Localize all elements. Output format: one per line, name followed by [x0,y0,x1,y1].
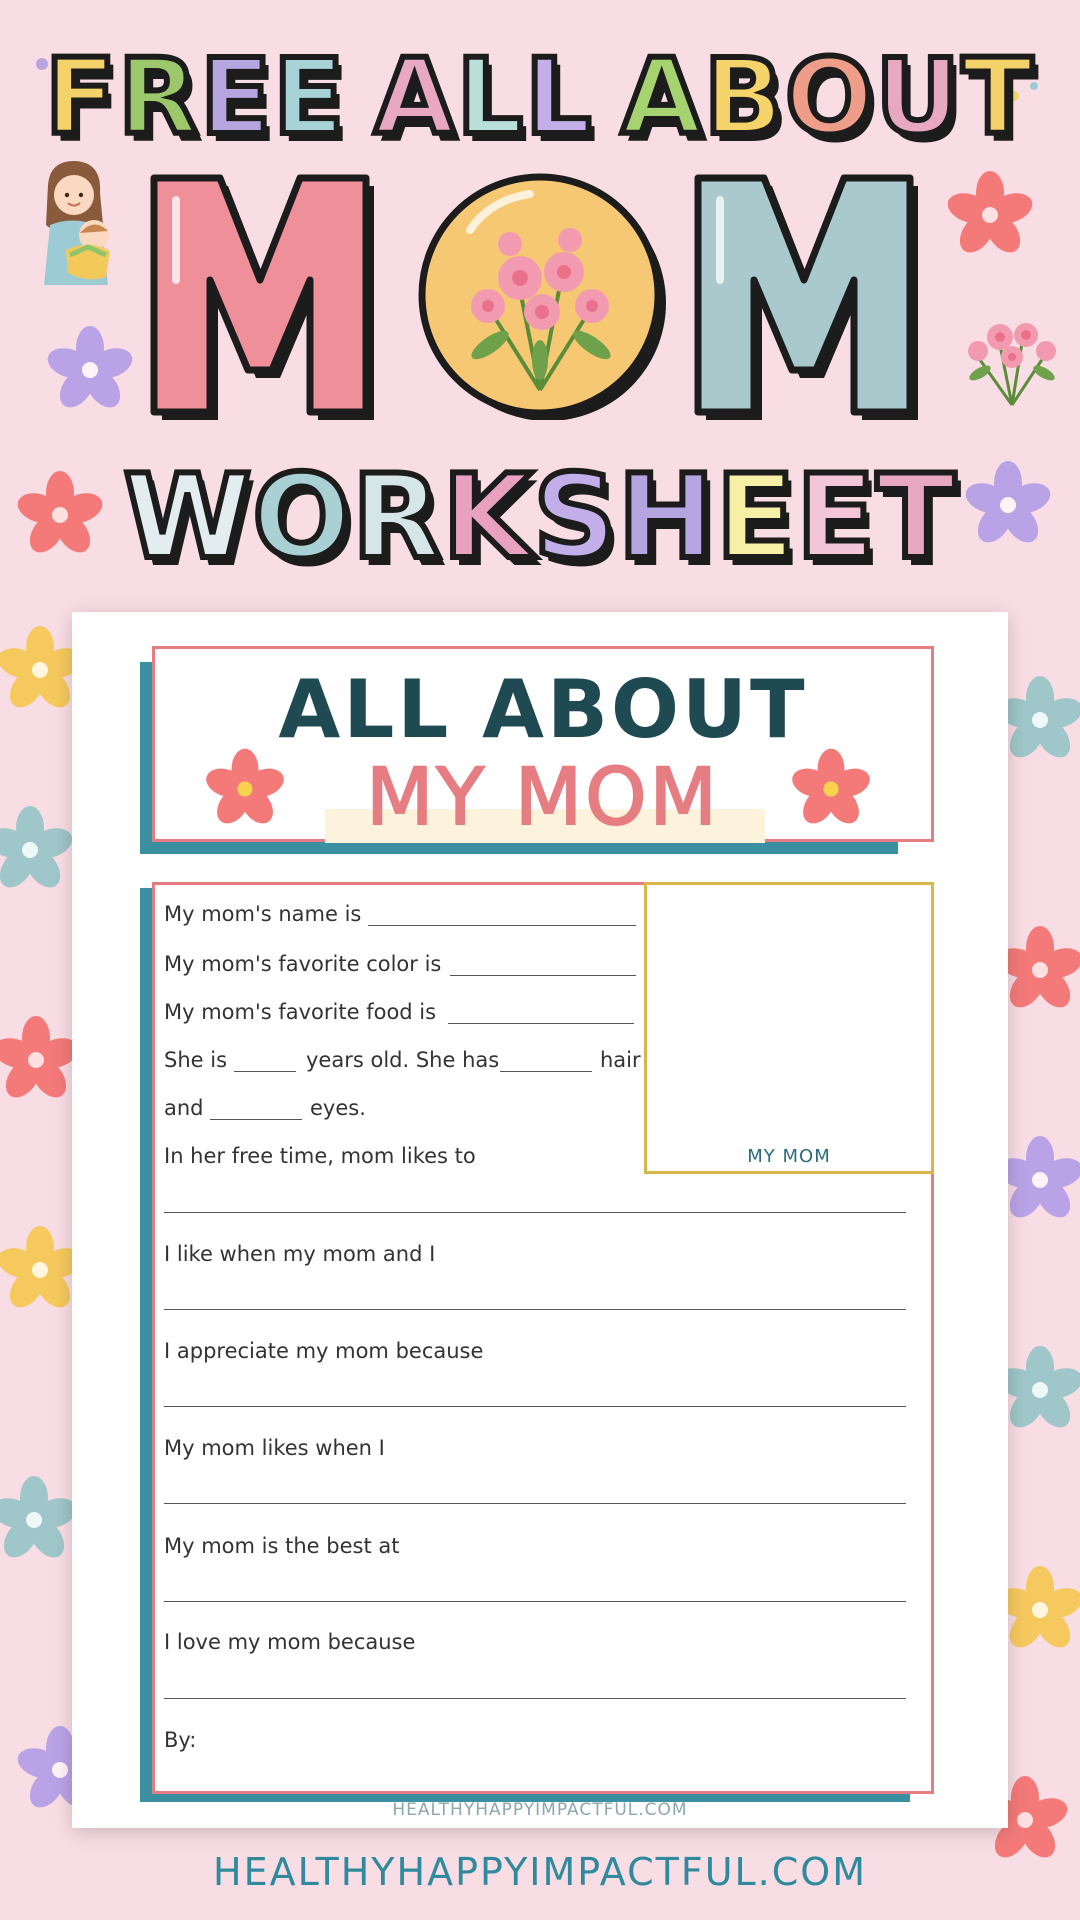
worksheet-footer-url: HEALTHYHAPPYIMPACTFUL.COM [392,1800,688,1820]
header-free-all-about-letter [346,36,374,158]
answer-line-free-time[interactable] [164,1212,906,1213]
header-worksheet-letter: T [876,450,957,585]
header-free-all-about-letter: L [456,36,526,158]
prompt-by: By: [164,1728,197,1752]
header-free-all-about-letter: R [118,36,201,158]
flower-right-icon [789,747,873,831]
prompt-free-time: In her free time, mom likes to [164,1144,476,1168]
prompt-like-when: I like when my mom and I [164,1242,436,1266]
worksheet-paper [72,612,1008,1828]
header-worksheet-letter: S [533,450,618,585]
prompt-love: I love my mom because [164,1630,416,1654]
answer-line-mom-likes[interactable] [164,1503,906,1504]
prompt-age-middle: years old. She has [306,1048,500,1072]
worksheet-title-all-about: ALL ABOUT [278,663,808,756]
header-worksheet-letter: E [796,450,877,585]
header-free-all-about-letter: A [621,36,704,158]
answer-line-color[interactable] [450,975,636,976]
flower-decoration-icon [40,320,140,420]
header-worksheet-letter: W [123,450,253,585]
header-mom-word [140,160,940,420]
header-worksheet-letter: R [352,450,443,585]
header-free-all-about-letter: B [703,36,786,158]
site-footer-url[interactable]: HEALTHYHAPPYIMPACTFUL.COM [213,1850,867,1894]
answer-line-hair[interactable] [500,1071,592,1072]
mom-photo-frame [644,882,934,1174]
header-free-all-about-letter: E [273,36,347,158]
header-free-all-about-letter: A [374,36,457,158]
header-free-all-about-letter: L [525,36,594,158]
header-line-worksheet [0,450,1080,585]
answer-line-eyes[interactable] [210,1119,302,1120]
prompt-name: My mom's name is [164,902,362,926]
header-line-free-all-about [0,36,1080,158]
prompt-favorite-food: My mom's favorite food is [164,1000,437,1024]
answer-line-name[interactable] [368,925,636,926]
prompt-eyes-start: and [164,1096,204,1120]
answer-line-food[interactable] [448,1023,634,1024]
header-free-all-about-letter: E [200,36,274,158]
prompt-mom-likes: My mom likes when I [164,1436,385,1460]
header-free-all-about-letter: U [875,36,962,158]
header-worksheet-letter: H [617,450,716,585]
title-box [152,646,934,842]
prompt-hair: hair [600,1048,641,1072]
header-free-all-about-letter [593,36,621,158]
prompt-favorite-color: My mom's favorite color is [164,952,442,976]
answer-line-appreciate[interactable] [164,1406,906,1407]
bouquet-icon [950,295,1075,410]
header-free-all-about-letter: F [45,36,119,158]
photo-label: MY MOM [747,1146,831,1167]
prompt-eyes-end: eyes. [310,1096,366,1120]
answer-line-love[interactable] [164,1698,906,1699]
flower-decoration-icon [940,165,1040,265]
prompt-age-start: She is [164,1048,228,1072]
header-worksheet-letter: O [252,450,353,585]
answer-line-age[interactable] [234,1071,296,1072]
prompt-best-at: My mom is the best at [164,1534,400,1558]
mother-baby-illustration [28,155,128,290]
header-free-all-about-letter: O [785,36,876,158]
answer-line-best-at[interactable] [164,1601,906,1602]
worksheet-title-my-mom: MY MOM [366,753,720,843]
header-worksheet-letter: E [715,450,797,585]
prompt-appreciate: I appreciate my mom because [164,1339,484,1363]
flower-decoration-icon [0,800,80,900]
header-worksheet-letter: K [442,450,534,585]
header-free-all-about-letter: T [962,36,1035,158]
flower-left-icon [203,747,287,831]
answer-line-like-when[interactable] [164,1309,906,1310]
